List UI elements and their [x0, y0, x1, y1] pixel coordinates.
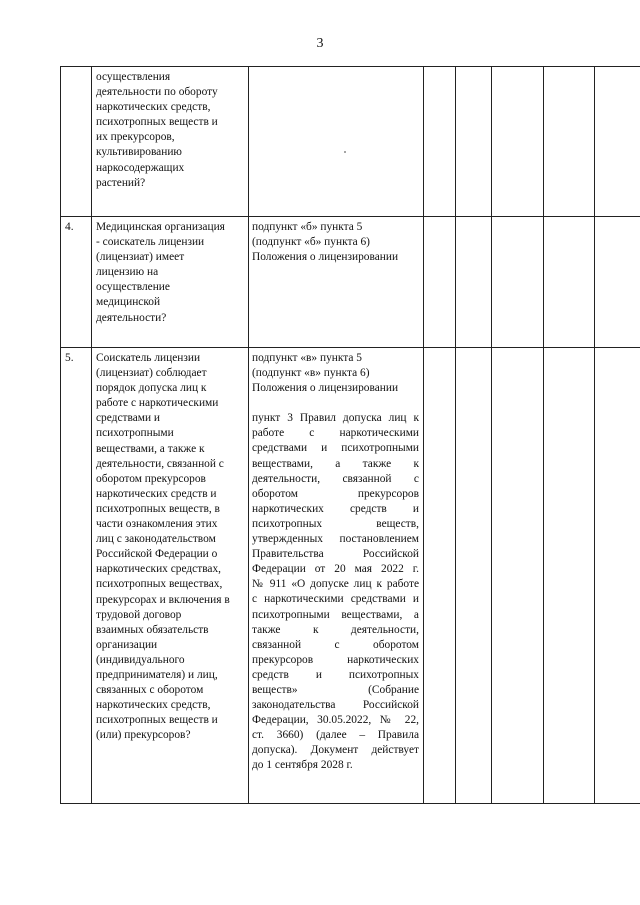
question-line: деятельности, связанной с [96, 457, 224, 470]
reference-cell [249, 217, 424, 348]
row-number-cell: 4. [61, 217, 92, 348]
question-line: Медицинская организация [96, 221, 225, 233]
question-line: деятельности по обороту [96, 86, 218, 99]
reference-line: средствами и психотропными [252, 442, 419, 455]
answer-na-cell [492, 217, 544, 348]
question-line: предпринимателя) и лиц, [96, 668, 218, 681]
question-line: психотропными [96, 427, 174, 440]
reference-line: (подпункт «б» пункта 6) [252, 236, 370, 249]
table-row [61, 67, 640, 217]
reference-line: веществами, а также к [252, 457, 419, 470]
reference-line: также к деятельности, [252, 623, 419, 636]
reference-line: психотропных веществ, [252, 517, 419, 530]
reference-line: Федерации, 30.05.2022, № 22, [252, 714, 419, 727]
question-cell [92, 348, 249, 804]
note-cell [595, 348, 640, 804]
reference-line: утвержденных постановлением [252, 533, 419, 546]
checklist-table [60, 66, 640, 804]
answer-no-cell [456, 217, 492, 348]
question-line: средствами и [96, 412, 161, 425]
table-row [61, 348, 640, 804]
question-line: веществами, а также к [96, 442, 205, 455]
reference-line: до 1 сентября 2028 г. [252, 759, 353, 772]
reference-line: с наркотическими средствами и [252, 593, 419, 606]
row-number-cell [61, 67, 92, 217]
reference-line: допуска). Документ действует [252, 744, 419, 757]
question-line: наркотических средств и [96, 487, 217, 500]
question-line: психотропных веществах, [96, 578, 223, 591]
question-line: осуществления [96, 71, 171, 83]
answer-yes-cell [424, 217, 456, 348]
answer-extra-cell [544, 67, 595, 217]
answer-no-cell [456, 348, 492, 804]
question-line: Российской Федерации о [96, 548, 218, 561]
question-line: психотропных веществ и [96, 714, 218, 727]
question-line: работе с наркотическими [96, 397, 219, 410]
question-line: наркотических средств, [96, 101, 211, 114]
answer-extra-cell [544, 348, 595, 804]
question-line: взаимных обязательств [96, 623, 209, 636]
note-cell [595, 217, 640, 348]
question-line: трудовой договор [96, 608, 182, 621]
scan-speck [344, 151, 346, 153]
reference-line: Положения о лицензировании [252, 251, 399, 264]
answer-na-cell [492, 348, 544, 804]
reference-line: Федерации от 20 мая 2022 г. [252, 563, 419, 576]
reference-line: подпункт «б» пункта 5 [252, 221, 363, 233]
question-line: лицензию на [96, 266, 159, 279]
reference-line: наркотических средств и [252, 502, 419, 515]
question-line: порядок допуска лиц к [96, 382, 207, 395]
question-line: связанных с оборотом [96, 684, 204, 697]
reference-cell [249, 67, 424, 217]
reference-line: пункт 3 Правил допуска лиц к [252, 412, 419, 425]
question-line: растений? [96, 176, 146, 189]
reference-line: ст. 3660) (далее – Правила [252, 729, 419, 742]
question-line: их прекурсоров, [96, 131, 175, 144]
reference-line: № 911 «О допуске лиц к работе [252, 578, 419, 591]
question-cell [92, 217, 249, 348]
reference-line: работе с наркотическими [252, 427, 419, 440]
reference-line: Правительства Российской [252, 548, 419, 561]
question-line: наркотических средств, [96, 699, 211, 712]
question-line: (индивидуального [96, 653, 185, 666]
question-line: культивированию [96, 146, 182, 159]
question-line: прекурсорах и включения в [96, 593, 230, 606]
question-line: (лицензиат) имеет [96, 251, 185, 264]
answer-yes-cell [424, 348, 456, 804]
note-cell [595, 67, 640, 217]
answer-yes-cell [424, 67, 456, 217]
question-line: оборотом прекурсоров [96, 472, 206, 485]
question-line: - соискатель лицензии [96, 236, 205, 249]
reference-line: прекурсоров наркотических [252, 653, 419, 666]
reference-line: оборотом прекурсоров [252, 487, 419, 500]
reference-line: веществ» (Собрание [252, 683, 419, 696]
answer-no-cell [456, 67, 492, 217]
question-line: наркотических средствах, [96, 563, 222, 576]
reference-line: психотропными веществами, а [252, 608, 419, 621]
reference-line: деятельности, связанной с [252, 472, 419, 485]
reference-line: законодательства Российской [252, 699, 419, 712]
reference-line: связанной с оборотом [252, 638, 419, 651]
answer-na-cell [492, 67, 544, 217]
page-number: 3 [316, 36, 324, 51]
answer-extra-cell [544, 217, 595, 348]
question-line: лиц с законодательством [96, 533, 216, 546]
question-line: наркосодержащих [96, 161, 185, 174]
question-cell [92, 67, 249, 217]
question-line: медицинской [96, 296, 161, 309]
reference-line: средств и психотропных [252, 668, 419, 681]
row-number-cell: 5. [61, 348, 92, 804]
question-line: Соискатель лицензии [96, 352, 201, 364]
question-line: части ознакомления этих [96, 518, 218, 531]
question-line: осуществление [96, 281, 170, 294]
question-line: (или) прекурсоров? [96, 729, 191, 742]
question-line: организации [96, 638, 158, 651]
reference-line: (подпункт «в» пункта 6) [252, 367, 370, 380]
question-line: (лицензиат) соблюдает [96, 367, 207, 380]
question-line: психотропных веществ и [96, 116, 218, 129]
reference-spacer [252, 396, 419, 411]
reference-line: Положения о лицензировании [252, 382, 399, 395]
reference-cell [249, 348, 424, 804]
table-row [61, 217, 640, 348]
question-line: психотропных веществ, в [96, 502, 220, 515]
question-line: деятельности? [96, 311, 167, 324]
reference-line: подпункт «в» пункта 5 [252, 352, 362, 364]
